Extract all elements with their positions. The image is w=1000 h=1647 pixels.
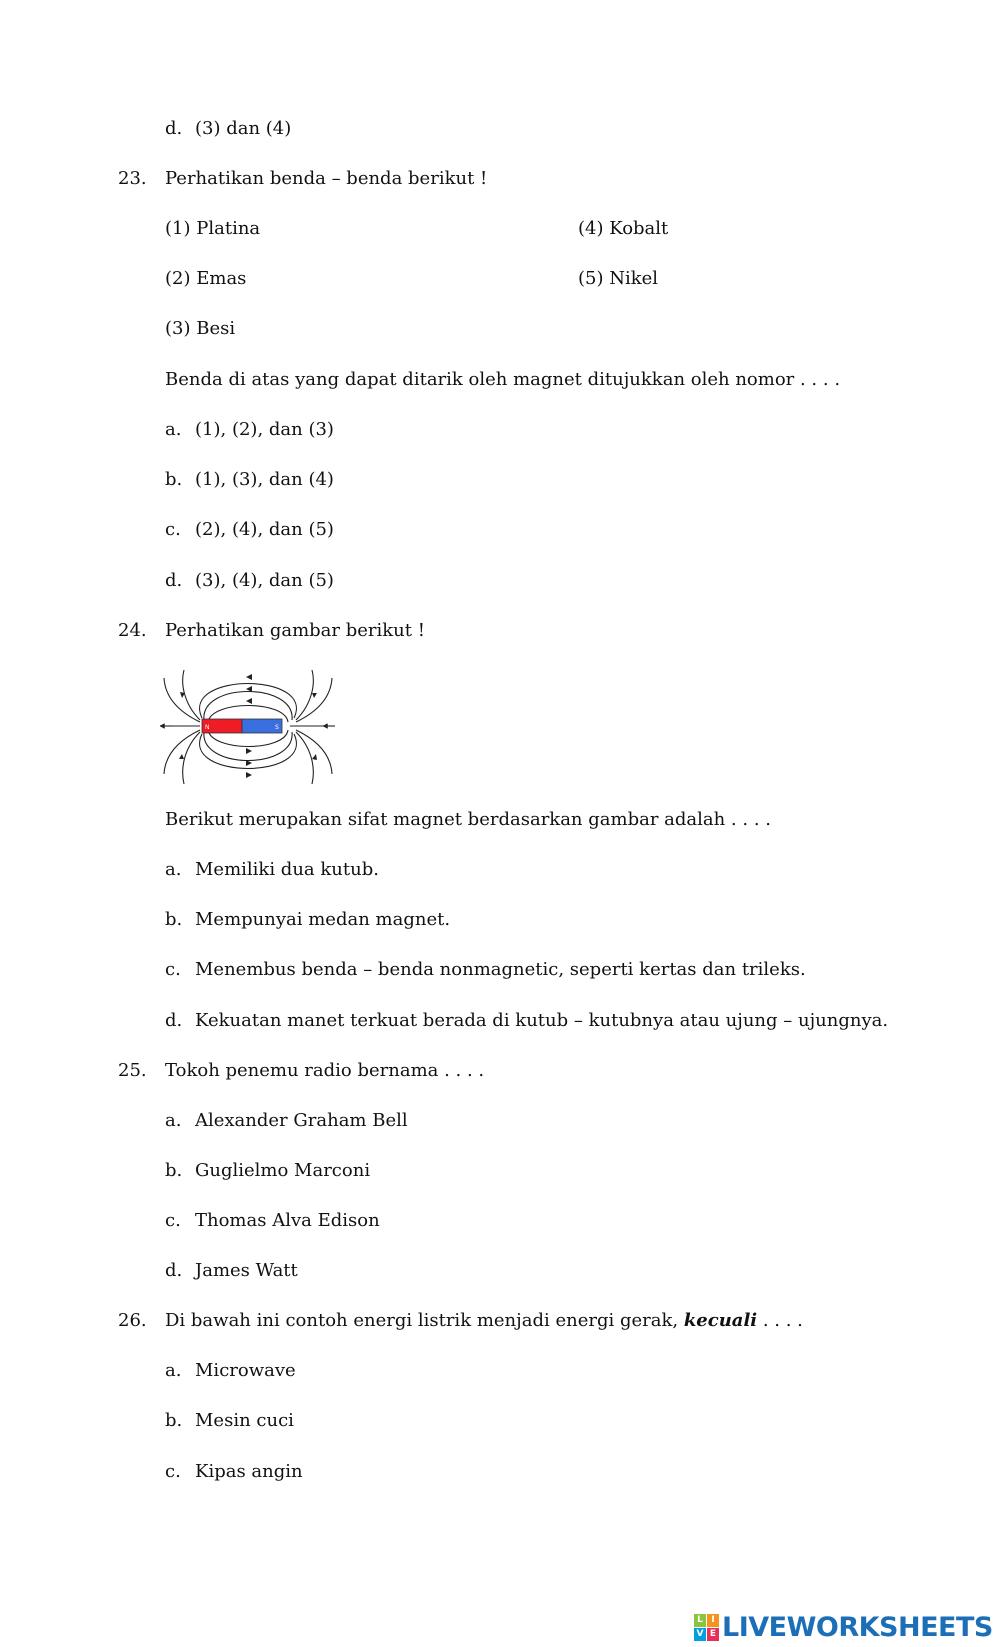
q23-option-b[interactable]: (1), (3), dan (4) bbox=[195, 469, 334, 490]
q23-item: (5) Nikel bbox=[578, 268, 659, 289]
q25-prompt: Tokoh penemu radio bernama . . . . bbox=[165, 1060, 485, 1081]
q24-option-b-letter: b. bbox=[165, 909, 183, 930]
q25-option-c[interactable]: Thomas Alva Edison bbox=[195, 1210, 380, 1231]
q24-option-a[interactable]: Memiliki dua kutub. bbox=[195, 859, 379, 880]
q26-number: 26. bbox=[118, 1310, 147, 1331]
q24-number: 24. bbox=[118, 620, 147, 641]
q23-option-d[interactable]: (3), (4), dan (5) bbox=[195, 570, 334, 591]
q23-prompt: Perhatikan benda – benda berikut ! bbox=[165, 168, 488, 189]
q23-item: (3) Besi bbox=[165, 318, 236, 339]
q26-option-b[interactable]: Mesin cuci bbox=[195, 1410, 294, 1431]
liveworksheets-logo bbox=[694, 1612, 993, 1642]
q24-option-c[interactable]: Menembus benda – benda nonmagnetic, seperti kertas dan trileks. bbox=[195, 959, 806, 980]
q23-option-c[interactable]: (2), (4), dan (5) bbox=[195, 519, 334, 540]
q23-item: (2) Emas bbox=[165, 268, 247, 289]
q24-option-d-letter: d. bbox=[165, 1010, 183, 1031]
north-label: N bbox=[205, 724, 210, 731]
q24-option-c-letter: c. bbox=[165, 959, 181, 980]
q23-option-a[interactable]: (1), (2), dan (3) bbox=[195, 419, 334, 440]
q22-option-d-text: (3) dan (4) bbox=[195, 118, 292, 139]
q22-option-d-letter: d. bbox=[165, 118, 183, 139]
q25-option-c-letter: c. bbox=[165, 1210, 181, 1231]
q25-option-a[interactable]: Alexander Graham Bell bbox=[195, 1110, 408, 1131]
q23-option-c-letter: c. bbox=[165, 519, 181, 540]
q26-option-c[interactable]: Kipas angin bbox=[195, 1461, 303, 1482]
q26-emphasis: kecuali bbox=[683, 1310, 758, 1331]
q25-option-d-letter: d. bbox=[165, 1260, 183, 1281]
q24-option-d[interactable]: Kekuatan manet terkuat berada di kutub – kutubnya atau ujung – ujungnya. bbox=[195, 1010, 889, 1031]
q26-prompt: Di bawah ini contoh energi listrik menjadi energi gerak, kecuali . . . . bbox=[165, 1310, 803, 1331]
q26-option-a[interactable]: Microwave bbox=[195, 1360, 296, 1381]
liveworksheets-logo-mark: L I V E bbox=[694, 1614, 718, 1640]
q24-option-b[interactable]: Mempunyai medan magnet. bbox=[195, 909, 451, 930]
q24-option-a-letter: a. bbox=[165, 859, 182, 880]
south-label: S bbox=[275, 724, 279, 731]
q25-number: 25. bbox=[118, 1060, 147, 1081]
q23-option-a-letter: a. bbox=[165, 419, 182, 440]
q25-option-b[interactable]: Guglielmo Marconi bbox=[195, 1160, 371, 1181]
q24-question: Berikut merupakan sifat magnet berdasarkan gambar adalah . . . . bbox=[165, 809, 771, 830]
q25-option-d[interactable]: James Watt bbox=[195, 1260, 298, 1281]
q23-option-d-letter: d. bbox=[165, 570, 183, 591]
q24-prompt: Perhatikan gambar berikut ! bbox=[165, 620, 425, 641]
q26-option-a-letter: a. bbox=[165, 1360, 182, 1381]
q26-option-b-letter: b. bbox=[165, 1410, 183, 1431]
q25-option-a-letter: a. bbox=[165, 1110, 182, 1131]
q25-option-b-letter: b. bbox=[165, 1160, 183, 1181]
q23-item: (1) Platina bbox=[165, 218, 261, 239]
q23-option-b-letter: b. bbox=[165, 469, 183, 490]
q23-number: 23. bbox=[118, 168, 147, 189]
liveworksheets-logo-text: LIVEWORKSHEETS bbox=[722, 1611, 993, 1643]
q26-option-c-letter: c. bbox=[165, 1461, 181, 1482]
bar-magnet-field-figure bbox=[160, 670, 340, 785]
q23-item: (4) Kobalt bbox=[578, 218, 669, 239]
q23-question: Benda di atas yang dapat ditarik oleh magnet ditujukkan oleh nomor . . . . bbox=[165, 369, 841, 390]
